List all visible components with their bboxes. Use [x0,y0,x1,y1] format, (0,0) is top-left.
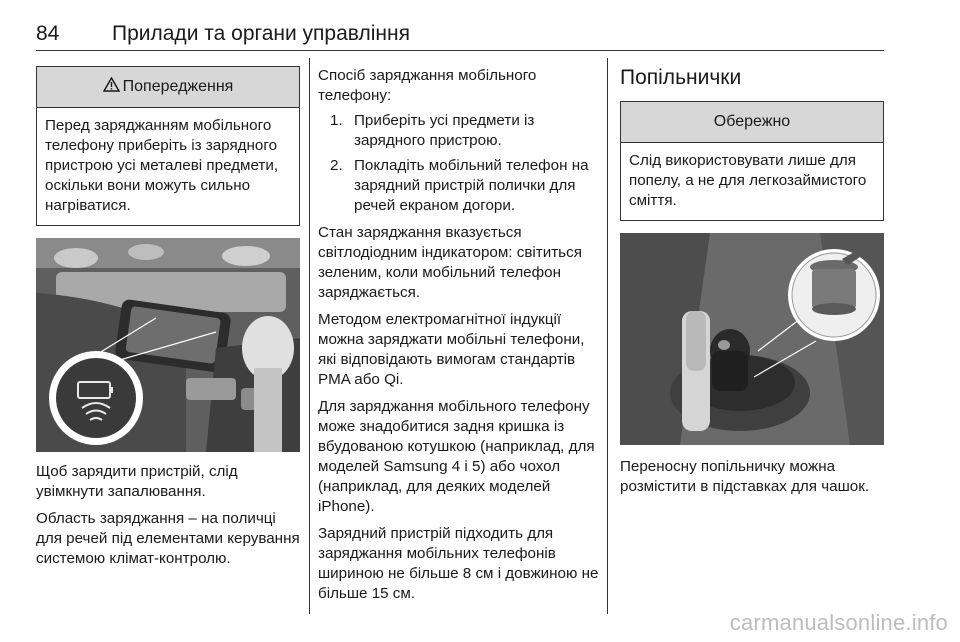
column-2 [318,66,600,611]
caution-title: Обережно [713,113,791,130]
page-number: 84 [36,22,60,45]
list-item [318,111,600,151]
warning-text: Перед заряджанням мобільного телефону приберіть із зарядного пристрою усі металеві предмети, оскільки вони можуть сильно нагріватися. [45,117,279,214]
caution-header [621,102,883,143]
paragraph-led-status: Стан заряджання вказується світлодіодним індикатором: світиться зеленим, коли мобільний телефон заряджається. [318,224,582,301]
warning-box [36,66,300,226]
header-divider [36,50,884,51]
step-text: Приберіть усі предмети із зарядного пристрою. [354,112,535,149]
paragraph-back-cover: Для заряджання мобільного телефону може знадобитися задня кришка із вбудованою котушкою (наприклад, для моделей Samsung 4 і 5) або чохол (наприклад, для деяких моделей iPhone). [318,398,595,515]
watermark: carmanualsonline.info [729,610,948,635]
paragraph-portable-ashtray: Переносну попільничку можна розмістити в підставках для чашок. [620,458,870,495]
list-item [318,156,600,216]
paragraph-size-limits: Зарядний пристрій підходить для заряджання мобільних телефонів шириною не більше 8 см і довжиною не більше 15 см. [318,525,599,602]
paragraph-standards: Методом електромагнітної індукції можна заряджати мобільні телефони, які відповідають вимогам стандартів PMA або Qi. [318,311,585,388]
wireless-charging-figure [36,238,300,452]
column-divider-1 [309,58,310,614]
caution-text: Слід використовувати лише для попелу, а не для легкозаймистого сміття. [629,152,867,209]
column-3 [620,66,884,504]
column-1 [36,66,300,576]
charging-steps [318,111,600,216]
caution-box [620,101,884,221]
step-text: Покладіть мобільний телефон на зарядний пристрій полички для речей екраном догори. [354,157,589,214]
paragraph-charging-area: Область заряджання – на поличці для речей під елементами керування системою клімат-контролю. [36,510,300,567]
warning-header [37,67,299,108]
section-title-ashtrays: Попільнички [620,66,742,89]
ashtray-figure [620,233,884,445]
column-divider-2 [607,58,608,614]
warning-title: Попередження [122,78,234,95]
step-number: 2. [330,157,343,174]
paragraph-ignition: Щоб зарядити пристрій, слід увімкнути запалювання. [36,463,238,500]
step-number: 1. [330,112,343,129]
warning-triangle-icon [103,77,120,97]
page-header [36,22,884,52]
page-title: Прилади та органи управління [112,22,410,45]
charging-method-intro: Спосіб заряджання мобільного телефону: [318,67,537,104]
